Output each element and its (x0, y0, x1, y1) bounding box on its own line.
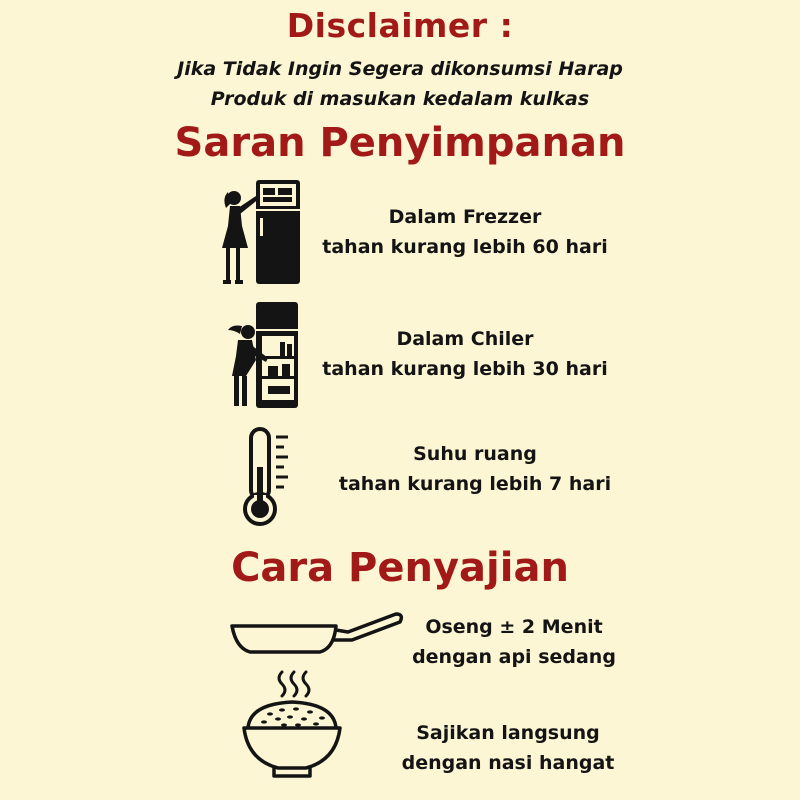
chiller-text (310, 324, 620, 384)
freezer-line-2: tahan kurang lebih 60 hari (322, 236, 608, 258)
chiller-line-2: tahan kurang lebih 30 hari (322, 358, 608, 380)
serving-section-title: Cara Penyajian (231, 545, 569, 591)
stir-fry-line-1: Oseng ± 2 Menit (425, 616, 603, 638)
thermometer-icon (240, 425, 296, 529)
disclaimer-title: Disclaimer : (286, 6, 514, 45)
serve-line-2: dengan nasi hangat (401, 752, 615, 774)
rice-bowl-icon (240, 668, 344, 784)
serve-line-1: Sajikan langsung (416, 722, 600, 744)
storage-section-title: Saran Penyimpanan (174, 120, 626, 166)
chiller-icon (222, 300, 302, 410)
serve-text (398, 718, 618, 778)
freezer-text (310, 202, 620, 262)
room-temp-line-1: Suhu ruang (413, 443, 537, 465)
disclaimer-line-1: Jika Tidak Ingin Segera dikonsumsi Harap (177, 58, 623, 80)
freezer-icon (216, 178, 306, 286)
stir-fry-line-2: dengan api sedang (412, 646, 616, 668)
stir-fry-text (404, 612, 624, 672)
room-temp-text (320, 439, 630, 499)
disclaimer-line-2: Produk di masukan kedalam kulkas (210, 88, 590, 110)
room-temp-line-2: tahan kurang lebih 7 hari (338, 473, 612, 495)
frying-pan-icon (228, 610, 406, 660)
freezer-line-1: Dalam Frezzer (388, 206, 542, 228)
chiller-line-1: Dalam Chiler (396, 328, 534, 350)
